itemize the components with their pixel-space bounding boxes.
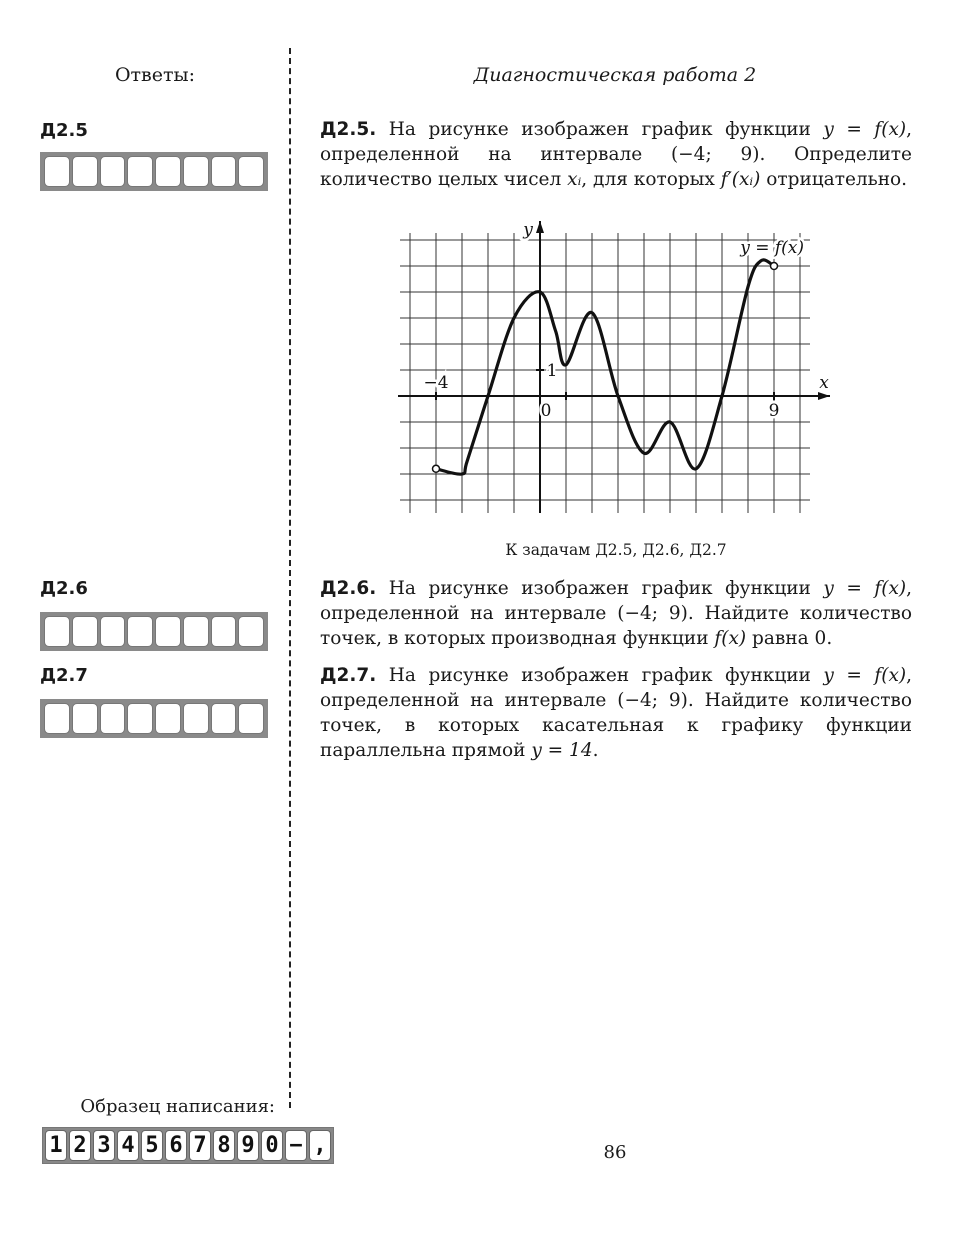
answer-cell[interactable] — [155, 156, 181, 187]
answer-cell[interactable] — [211, 616, 237, 647]
sample-glyph: 5 — [141, 1130, 163, 1161]
problem-d26 — [320, 576, 912, 651]
work-title: Диагностическая работа 2 — [473, 64, 757, 86]
answer-cell[interactable] — [72, 703, 98, 734]
problem-number: Д2.7. — [320, 665, 377, 686]
answer-cell[interactable] — [183, 156, 209, 187]
answer-boxes-d25[interactable] — [40, 152, 268, 191]
problem-text: , определенной на интервале (−4; 9). Найдите количество точек, в которых касательная к графику функции параллельна прямой — [320, 665, 912, 761]
sample-glyph: − — [285, 1130, 307, 1161]
x-axis-label: x — [819, 373, 829, 393]
problem-text: На рисунке изображен график функции — [376, 665, 824, 686]
answer-cell[interactable] — [44, 703, 70, 734]
x-axis-arrow — [818, 392, 830, 400]
answer-label-d26: Д2.6 — [40, 578, 88, 599]
sample-glyph: 3 — [93, 1130, 115, 1161]
sample-glyph: 9 — [237, 1130, 259, 1161]
sample-glyph: 2 — [69, 1130, 91, 1161]
open-endpoint — [771, 263, 778, 270]
answer-cell[interactable] — [100, 703, 126, 734]
problem-text: , определенной на интервале (−4; 9). Определите количество целых чисел — [320, 119, 912, 190]
problem-number: Д2.5. — [320, 119, 377, 140]
problem-text: На рисунке изображен график функции — [376, 578, 824, 599]
graph-title: y = f(x) — [740, 238, 804, 258]
answer-cell[interactable] — [127, 616, 153, 647]
problem-text: , определенной на интервале (−4; 9). Найдите количество точек, в которых производная функции — [320, 578, 912, 649]
y-axis-arrow — [536, 221, 544, 233]
answer-label-d27: Д2.7 — [40, 665, 88, 686]
formula: f′(xᵢ) — [720, 169, 761, 190]
answer-cell[interactable] — [183, 703, 209, 734]
sample-label: Образец написания: — [80, 1096, 275, 1117]
y-axis-label: y — [523, 220, 533, 240]
problem-number: Д2.6. — [320, 578, 377, 599]
answers-title: Ответы: — [114, 64, 196, 86]
sample-glyph: 4 — [117, 1130, 139, 1161]
tick-label-origin: 0 — [540, 401, 552, 421]
answer-cell[interactable] — [238, 156, 264, 187]
problem-text: равна 0. — [746, 628, 833, 649]
sample-glyph: 6 — [165, 1130, 187, 1161]
open-endpoint — [433, 465, 440, 472]
sample-glyph: 8 — [213, 1130, 235, 1161]
answer-cell[interactable] — [44, 156, 70, 187]
answer-cell[interactable] — [127, 703, 153, 734]
problem-text: , для которых — [581, 169, 721, 190]
tick-label-y-unit: 1 — [546, 361, 558, 381]
answer-cell[interactable] — [155, 703, 181, 734]
answer-cell[interactable] — [44, 616, 70, 647]
answer-boxes-d27[interactable] — [40, 699, 268, 738]
formula: xᵢ — [567, 169, 582, 190]
answer-boxes-d26[interactable] — [40, 612, 268, 651]
formula: y = f(x) — [823, 665, 907, 686]
problem-text: . — [592, 740, 599, 761]
sample-glyph: , — [309, 1130, 331, 1161]
sample-glyph: 7 — [189, 1130, 211, 1161]
page-number: 86 — [603, 1142, 627, 1163]
sample-glyph: 0 — [261, 1130, 283, 1161]
answer-cell[interactable] — [211, 703, 237, 734]
answer-cell[interactable] — [238, 616, 264, 647]
tick-label-x-min: −4 — [423, 373, 449, 393]
problem-text: отрицательно. — [760, 169, 908, 190]
problem-d27 — [320, 663, 912, 763]
answer-cell[interactable] — [100, 616, 126, 647]
sample-digits — [42, 1127, 334, 1164]
answer-cell[interactable] — [155, 616, 181, 647]
function-graph — [390, 200, 840, 530]
formula: y = f(x) — [823, 578, 907, 599]
answer-cell[interactable] — [72, 616, 98, 647]
answer-cell[interactable] — [100, 156, 126, 187]
answer-cell[interactable] — [72, 156, 98, 187]
formula: f(x) — [714, 628, 747, 649]
problem-d25 — [320, 117, 912, 192]
answer-label-d25: Д2.5 — [40, 120, 88, 141]
answer-cell[interactable] — [127, 156, 153, 187]
formula: y = f(x) — [823, 119, 907, 140]
figure-caption: К задачам Д2.5, Д2.6, Д2.7 — [505, 541, 727, 559]
problem-text: На рисунке изображен график функции — [376, 119, 824, 140]
formula: y = 14 — [531, 740, 593, 761]
tick-label-x-max: 9 — [768, 401, 780, 421]
sample-glyph: 1 — [45, 1130, 67, 1161]
answer-cell[interactable] — [183, 616, 209, 647]
dashed-divider — [289, 48, 291, 1108]
answer-cell[interactable] — [211, 156, 237, 187]
answer-cell[interactable] — [238, 703, 264, 734]
